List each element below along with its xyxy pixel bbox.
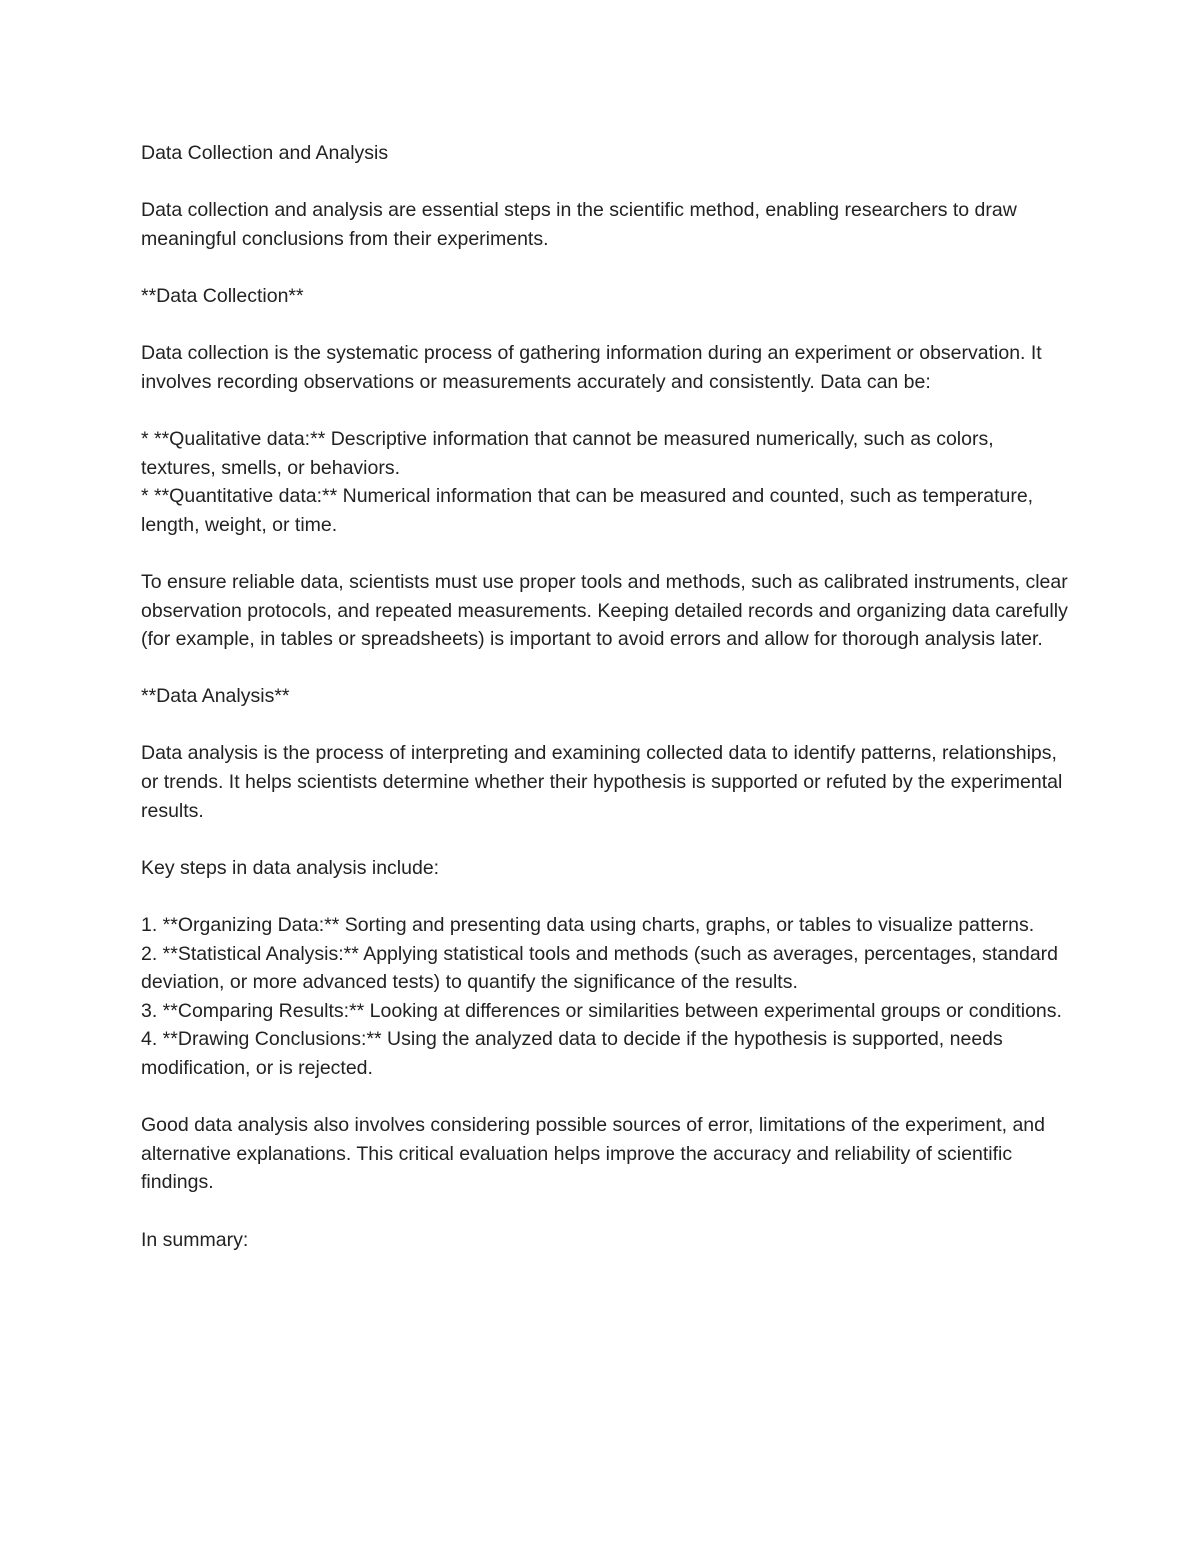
list-item-step-1: 1. **Organizing Data:** Sorting and presenting data using charts, graphs, or tables to visualize patterns. — [141, 914, 1035, 937]
list-item-step-4: 4. **Drawing Conclusions:** Using the analyzed data to decide if the hypothesis is supported, needs modification, or is rejected. — [141, 1028, 1003, 1079]
collection-heading: **Data Collection** — [141, 284, 304, 307]
list-item-qualitative: * **Qualitative data:** Descriptive information that cannot be measured numerically, such as colors, textures, smells, or behaviors. — [141, 427, 994, 479]
collection-paragraph: Data collection is the systematic process of gathering information during an experiment or observation. It involves recording observations or measurements accurately and consistently. Data can be: — [141, 342, 1042, 393]
data-types-list — [141, 425, 1071, 539]
analysis-steps-list — [141, 911, 1071, 1083]
document-body — [141, 139, 1071, 1283]
summary-label: In summary: — [141, 1228, 249, 1251]
steps-intro: Key steps in data analysis include: — [141, 856, 440, 879]
document-title: Data Collection and Analysis — [141, 142, 389, 164]
reliability-paragraph: To ensure reliable data, scientists must use proper tools and methods, such as calibrated instruments, clear observation protocols, and repeated measurements. Keeping detailed records and organizing data carefully (for example, in tables or spreadsheets) is important to avoid errors and allow for thorough analysis later. — [141, 570, 1068, 651]
intro-paragraph: Data collection and analysis are essential steps in the scientific method, enabling researchers to draw meaningful conclusions from their experiments. — [141, 199, 1017, 250]
list-item-quantitative: * **Quantitative data:** Numerical information that can be measured and counted, such as temperature, length, weight, or time. — [141, 485, 1034, 536]
list-item-step-3: 3. **Comparing Results:** Looking at differences or similarities between experimental groups or conditions. — [141, 999, 1062, 1022]
analysis-heading: **Data Analysis** — [141, 685, 290, 708]
evaluation-paragraph: Good data analysis also involves considering possible sources of error, limitations of the experiment, and alternative explanations. This critical evaluation helps improve the accuracy and reliability of scientific findings. — [141, 1114, 1045, 1194]
list-item-step-2: 2. **Statistical Analysis:** Applying statistical tools and methods (such as averages, percentages, standard deviation, or more advanced tests) to quantify the significance of the results. — [141, 942, 1059, 994]
analysis-paragraph: Data analysis is the process of interpreting and examining collected data to identify patterns, relationships, or trends. It helps scientists determine whether their hypothesis is supported or refuted by the experimental results. — [141, 742, 1063, 822]
